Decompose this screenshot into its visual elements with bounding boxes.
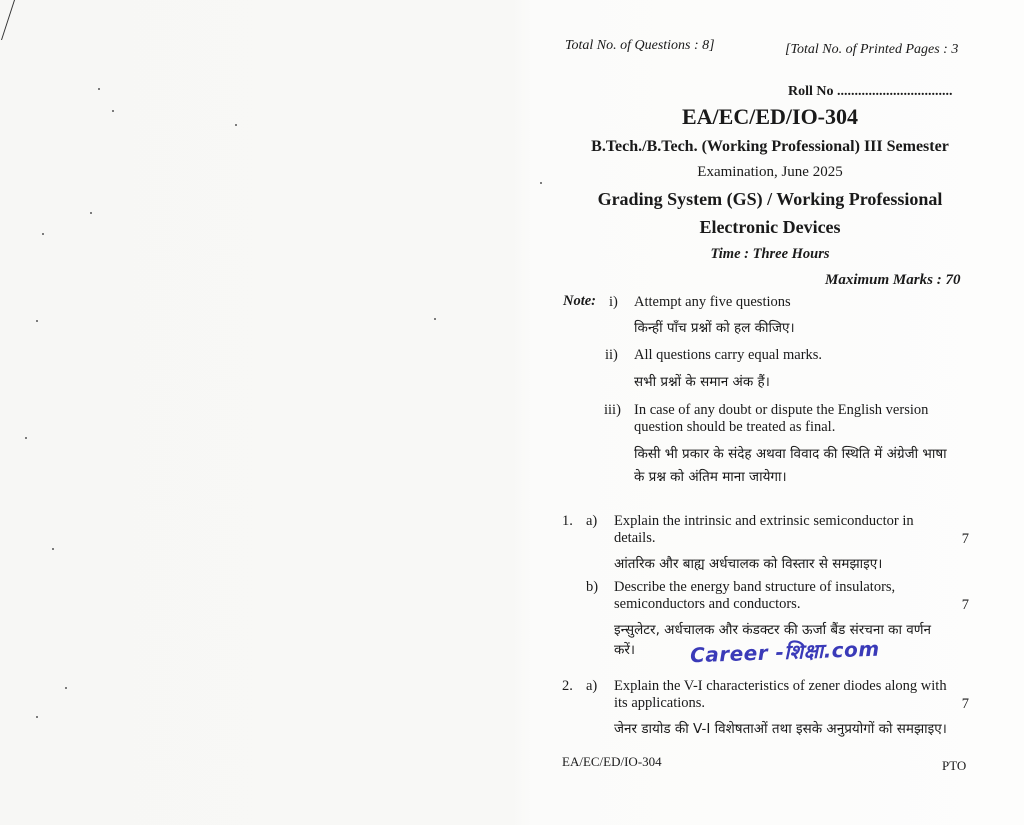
question-marks: 7 xyxy=(961,696,969,712)
total-questions: Total No. of Questions : 8] xyxy=(565,38,715,53)
grading-system: Grading System (GS) / Working Professional xyxy=(597,189,943,209)
question-hindi: इन्सुलेटर, अर्धचालक और कंडक्टर की ऊर्जा बैंड संरचना का वर्णन xyxy=(614,622,932,638)
speck xyxy=(65,687,67,689)
question-text: details. xyxy=(614,530,656,546)
speck xyxy=(25,437,27,439)
roll-no xyxy=(788,84,953,100)
note-label: Note: xyxy=(563,293,597,309)
maximum-marks: Maximum Marks : 70 xyxy=(825,272,961,288)
note-item-english: question should be treated as final. xyxy=(634,419,836,435)
roll-no-label: Roll No ................................. xyxy=(788,84,953,99)
speck xyxy=(36,320,38,322)
question-hindi: आंतरिक और बाह्य अर्धचालक को विस्तार से समझाइए। xyxy=(614,556,883,572)
subject-title: Electronic Devices xyxy=(699,217,841,237)
note-item-hindi: सभी प्रश्नों के समान अंक हैं। xyxy=(634,374,770,390)
question-number: 2. xyxy=(562,678,573,694)
note-item-hindi: किन्हीं पाँच प्रश्नों को हल कीजिए। xyxy=(634,320,795,336)
speck xyxy=(36,716,38,718)
speck xyxy=(90,212,92,214)
question-marks: 7 xyxy=(961,597,969,613)
question-hindi: करें। xyxy=(614,642,636,658)
footer-pto: PTO xyxy=(942,758,967,773)
note-item-hindi: किसी भी प्रकार के संदेह अथवा विवाद की स्थिति में अंग्रेजी भाषा xyxy=(634,446,947,462)
question-text: its applications. xyxy=(614,695,706,711)
question-part-label: b) xyxy=(586,579,599,595)
question-part-label: a) xyxy=(586,513,598,529)
question-text: Explain the V-I characteristics of zener diodes along with xyxy=(614,678,947,694)
page-corner-mark xyxy=(0,0,15,40)
question-number: 1. xyxy=(562,513,573,529)
note-item-num: i) xyxy=(609,294,618,310)
question-text: Describe the energy band structure of insulators, xyxy=(614,579,896,595)
total-pages: [Total No. of Printed Pages : 3 xyxy=(785,42,959,57)
question-part-label: a) xyxy=(586,678,598,694)
note-item-num: iii) xyxy=(604,402,621,418)
question-text: Explain the intrinsic and extrinsic semiconductor in xyxy=(614,513,914,529)
course-title: B.Tech./B.Tech. (Working Professional) III Semester xyxy=(591,138,949,155)
watermark-text: Career -शिक्षा.com xyxy=(689,636,881,668)
note-item-english: Attempt any five questions xyxy=(634,294,791,310)
speck xyxy=(112,110,114,112)
time-allowed: Time : Three Hours xyxy=(710,246,830,262)
speck xyxy=(540,182,542,184)
question-marks: 7 xyxy=(961,531,969,547)
note-item-num: ii) xyxy=(605,347,618,363)
examination-date: Examination, June 2025 xyxy=(697,164,843,180)
question-hindi: जेनर डायोड की V-I विशेषताओं तथा इसके अनुप्रयोगों को समझाइए। xyxy=(614,721,947,737)
speck xyxy=(98,88,100,90)
note-item-hindi: के प्रश्न को अंतिम माना जायेगा। xyxy=(634,469,787,485)
note-item-english: In case of any doubt or dispute the English version xyxy=(634,402,929,418)
note-item-english: All questions carry equal marks. xyxy=(634,347,823,363)
speck xyxy=(434,318,436,320)
speck xyxy=(235,124,237,126)
question-text: semiconductors and conductors. xyxy=(614,596,801,612)
paper-code: EA/EC/ED/IO-304 xyxy=(681,104,859,129)
speck xyxy=(52,548,54,550)
speck xyxy=(42,233,44,235)
footer-paper-code: EA/EC/ED/IO-304 xyxy=(562,754,662,769)
